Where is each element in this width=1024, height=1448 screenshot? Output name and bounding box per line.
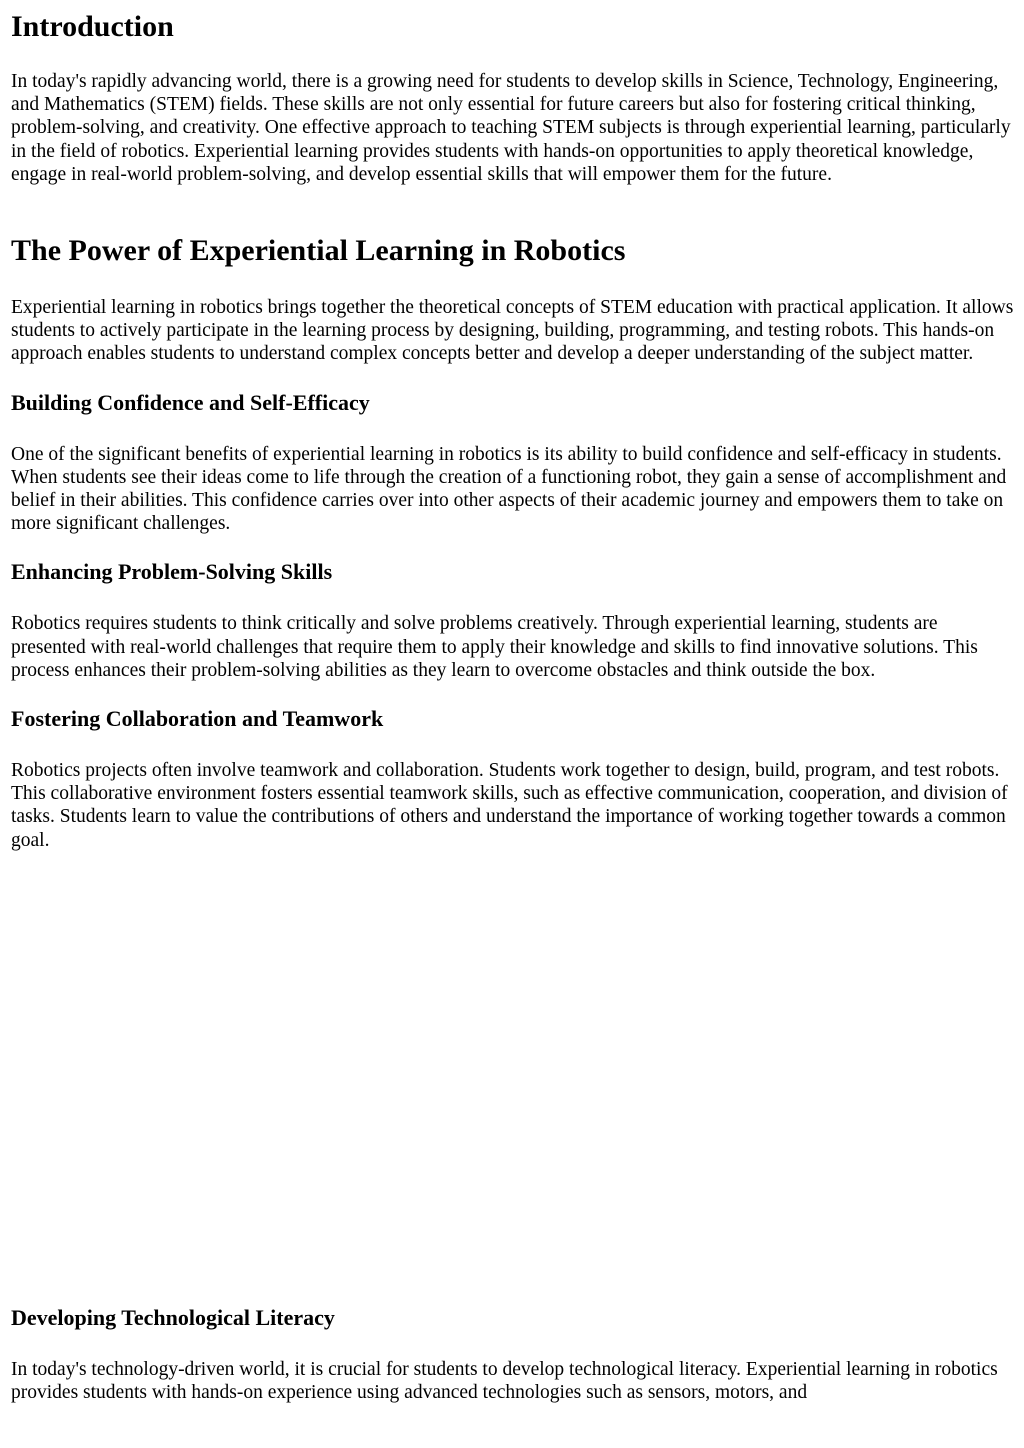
power-of-experiential-learning-heading: The Power of Experiential Learning in Robotics xyxy=(11,234,626,268)
introduction-heading: Introduction xyxy=(11,10,174,43)
document-page xyxy=(11,0,1016,1404)
technological-literacy-paragraph: In today's technology-driven world, it is crucial for students to develop technological literacy. Experiential learning in robotics provides students with hands-on experience using advanced technologies such as sensors, motors, and xyxy=(11,1358,998,1404)
collaboration-heading: Fostering Collaboration and Teamwork xyxy=(11,706,384,732)
power-of-experiential-learning-paragraph: Experiential learning in robotics brings together the theoretical concepts of STEM education with practical application. It allows students to actively participate in the learning process by designing, building, programming, and testing robots. This hands-on approach enables students to understand complex concepts better and develop a deeper understanding of the subject matter. xyxy=(11,297,1014,365)
building-confidence-paragraph: One of the significant benefits of experiential learning in robotics is its ability to build confidence and self-efficacy in students. When students see their ideas come to life through the creation of a functioning robot, they gain a sense of accomplishment and belief in their abilities. This confidence carries over into other aspects of their academic journey and empowers them to take on more significant challenges. xyxy=(11,443,1007,535)
problem-solving-paragraph: Robotics requires students to think critically and solve problems creatively. Through experiential learning, students are presented with real-world challenges that require them to apply their knowledge and skills to find innovative solutions. This process enhances their problem-solving abilities as they learn to overcome obstacles and think outside the box. xyxy=(11,613,978,681)
technological-literacy-heading: Developing Technological Literacy xyxy=(11,1304,335,1330)
building-confidence-heading: Building Confidence and Self-Efficacy xyxy=(11,389,370,415)
introduction-paragraph: In today's rapidly advancing world, there is a growing need for students to develop skills in Science, Technology, Engineering, and Mathematics (STEM) fields. These skills are not only essential for future careers but also for fostering critical thinking, problem-solving, and creativity. One effective approach to teaching STEM subjects is through experiential learning, particularly in the field of robotics. Experiential learning provides students with hands-on opportunities to apply theoretical knowledge, engage in real-world problem-solving, and develop essential skills that will empower them for the future. xyxy=(11,71,1011,185)
collaboration-paragraph: Robotics projects often involve teamwork and collaboration. Students work together to design, build, program, and test robots. This collaborative environment fosters essential teamwork skills, such as effective communication, cooperation, and division of tasks. Students learn to value the contributions of others and understand the importance of working together towards a common goal. xyxy=(11,760,1008,851)
problem-solving-heading: Enhancing Problem-Solving Skills xyxy=(11,559,333,585)
